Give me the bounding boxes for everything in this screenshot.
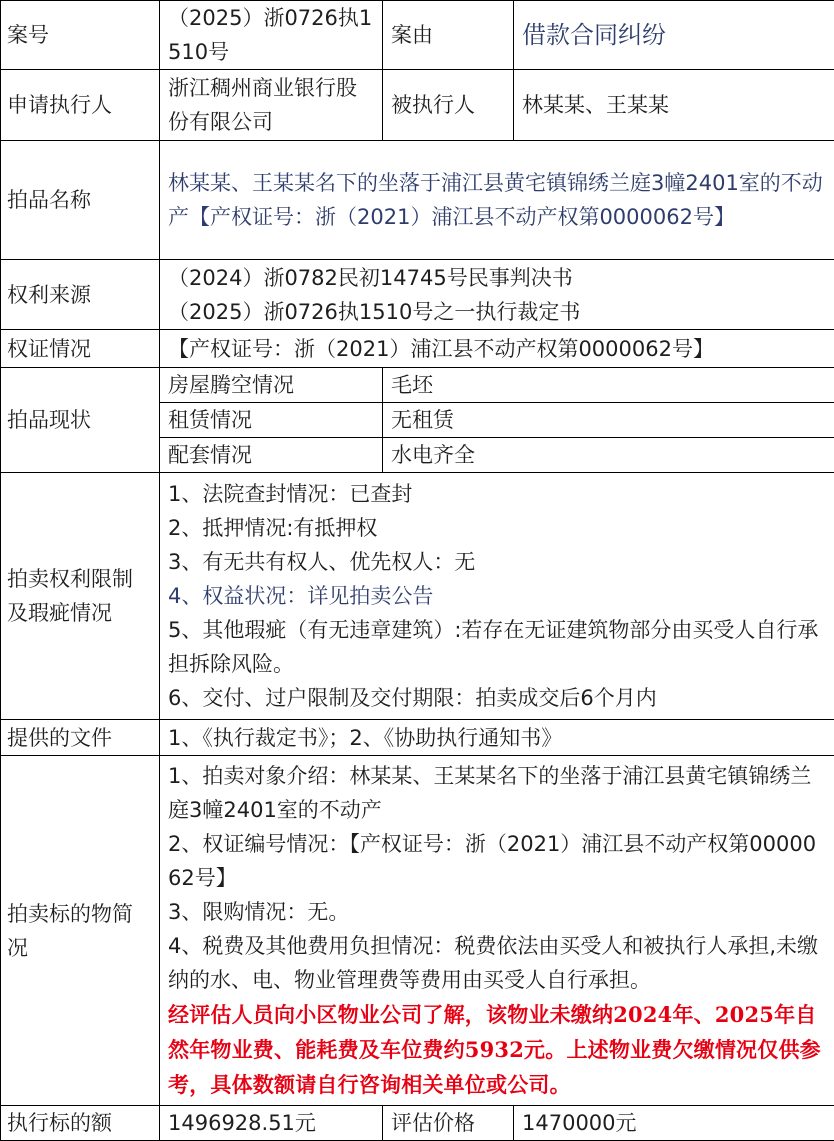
restriction-item: 3、有无共有权人、优先权人：无 <box>168 545 828 579</box>
restriction-item: 1、法院查封情况：已查封 <box>168 477 828 511</box>
restrictions-row <box>1 473 834 720</box>
restriction-item: 2、抵押情况:有抵押权 <box>168 511 828 545</box>
summary-item: 4、税费及其他费用负担情况：税费依法由买受人和被执行人承担,未缴纳的水、电、物业管理费等费用由买受人自行承担。 <box>168 929 828 997</box>
documents-label: 提供的文件 <box>1 720 160 756</box>
case-cause-value: 借款合同纠纷 <box>514 1 834 70</box>
respondent-value: 林某某、王某某 <box>514 70 834 141</box>
item-name-value: 林某某、王某某名下的坐落于浦江县黄宅镇锦绣兰庭3幢2401室的不动产【产权证号：浙（2021）浦江县不动产权第0000062号】 <box>160 141 834 260</box>
restriction-item: 6、交付、过户限制及交付期限：拍卖成交后6个月内 <box>168 681 828 715</box>
applicant-label: 申请执行人 <box>1 70 160 141</box>
documents-row <box>1 720 834 756</box>
rights-source-line: （2024）浙0782民初14745号民事判决书 <box>168 261 828 295</box>
certificate-row <box>1 330 834 368</box>
case-cause-label: 案由 <box>383 1 514 70</box>
item-name-row <box>1 141 834 260</box>
restriction-item: 4、权益状况：详见拍卖公告 <box>168 579 828 613</box>
item-name-label: 拍品名称 <box>1 141 160 260</box>
restriction-item: 5、其他瑕疵（有无违章建筑）:若存在无证建筑物部分由买受人自行承担拆除风险。 <box>168 613 828 681</box>
rights-source-value <box>160 260 834 330</box>
restrictions-label: 拍卖权利限制及瑕疵情况 <box>1 473 160 720</box>
parties-row <box>1 70 834 141</box>
rights-source-label: 权利来源 <box>1 260 160 330</box>
case-row <box>1 1 834 70</box>
summary-row <box>1 756 834 1106</box>
summary-item: 2、权证编号情况：【产权证号：浙（2021）浦江县不动产权第0000062号】 <box>168 827 828 895</box>
amounts-row <box>1 1106 834 1141</box>
property-fee-note: 经评估人员向小区物业公司了解，该物业未缴纳2024年、2025年自然年物业费、能耗费及车位费约5932元。上述物业费欠缴情况仅供参考，具体数额请自行咨询相关单位或公司。 <box>168 997 828 1102</box>
status-key: 房屋腾空情况 <box>160 368 383 403</box>
restrictions-value <box>160 473 834 720</box>
summary-item: 1、拍卖对象介绍：林某某、王某某名下的坐落于浦江县黄宅镇锦绣兰庭3幢2401室的不动产 <box>168 759 828 827</box>
status-label: 拍品现状 <box>1 368 160 473</box>
rights-source-line: （2025）浙0726执1510号之一执行裁定书 <box>168 295 828 329</box>
exec-amount-value: 1496928.51元 <box>160 1106 383 1141</box>
summary-label: 拍卖标的物简况 <box>1 756 160 1106</box>
case-number-label: 案号 <box>1 1 160 70</box>
appraisal-label: 评估价格 <box>383 1106 514 1141</box>
status-value: 无租赁 <box>383 403 834 438</box>
status-value: 毛坯 <box>383 368 834 403</box>
rights-source-row <box>1 260 834 330</box>
respondent-label: 被执行人 <box>383 70 514 141</box>
exec-amount-label: 执行标的额 <box>1 1106 160 1141</box>
certificate-label: 权证情况 <box>1 330 160 368</box>
documents-value: 1、《执行裁定书》；2、《协助执行通知书》 <box>160 720 834 756</box>
status-key: 配套情况 <box>160 438 383 473</box>
status-row <box>1 368 834 403</box>
case-number-value: （2025）浙0726执1510号 <box>160 1 383 70</box>
summary-value <box>160 756 834 1106</box>
certificate-value: 【产权证号：浙（2021）浦江县不动产权第0000062号】 <box>160 330 834 368</box>
summary-item: 3、限购情况：无。 <box>168 895 828 929</box>
appraisal-value: 1470000元 <box>514 1106 834 1141</box>
status-value: 水电齐全 <box>383 438 834 473</box>
status-key: 租赁情况 <box>160 403 383 438</box>
applicant-value: 浙江稠州商业银行股份有限公司 <box>160 70 383 141</box>
